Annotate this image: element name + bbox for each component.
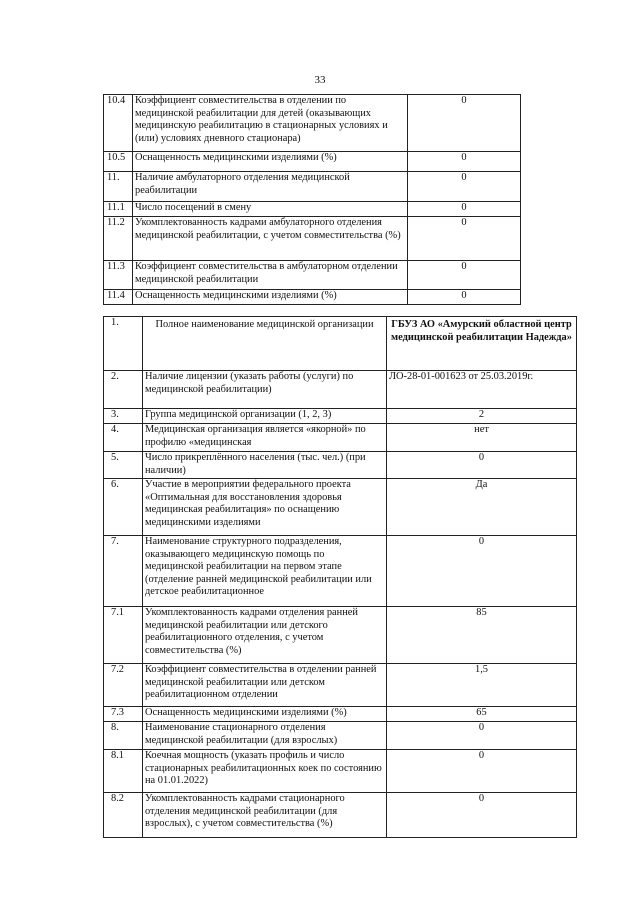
- table-row: [104, 172, 521, 202]
- row-number: 7.3: [104, 707, 143, 722]
- table-row: [104, 707, 577, 722]
- table-row: [104, 479, 577, 536]
- row-name: Коечная мощность (указать профиль и число стационарных реабилитационных коек по состоянию на 01.01.2022): [143, 750, 387, 793]
- row-value: 0: [408, 152, 521, 172]
- table-row: [104, 409, 577, 424]
- row-value: 0: [387, 722, 577, 750]
- row-number: 7.2: [104, 664, 143, 707]
- row-value: нет: [387, 424, 577, 452]
- row-value: 0: [408, 217, 521, 261]
- organization-name-label: Полное наименование медицинской организации: [143, 317, 387, 371]
- table-row: [104, 424, 577, 452]
- row-name: Коэффициент совместительства в амбулаторном отделении медицинской реабилитации: [133, 261, 408, 290]
- organization-name-value: ГБУЗ АО «Амурский областной центр медицинской реабилитации Надежда»: [387, 317, 577, 371]
- row-number: 3.: [104, 409, 143, 424]
- row-name: Коэффициент совместительства в отделении по медицинской реабилитации для детей (оказывающих медицинскую реабилитацию в стационарных условиях и (или) условиях дневного стационара): [133, 95, 408, 152]
- table-row: [104, 261, 521, 290]
- row-value: 0: [387, 536, 577, 607]
- row-value: 0: [387, 750, 577, 793]
- row-value: 0: [408, 95, 521, 152]
- row-name: Наличие лицензии (указать работы (услуги) по медицинской реабилитации): [143, 371, 387, 409]
- row-name: Число прикреплённого населения (тыс. чел.) (при наличии): [143, 452, 387, 479]
- indicators-table-continued: [103, 94, 521, 305]
- table-row: [104, 202, 521, 217]
- row-number: 11.4: [104, 290, 133, 305]
- table-row: [104, 95, 521, 152]
- row-value: 65: [387, 707, 577, 722]
- table-row: [104, 290, 521, 305]
- table-row: [104, 607, 577, 664]
- row-number: 8.1: [104, 750, 143, 793]
- row-name: Наименование стационарного отделения медицинской реабилитации (для взрослых): [143, 722, 387, 750]
- row-name: Участие в мероприятии федерального проекта «Оптимальная для восстановления здоровья медицинская реабилитация» по оснащению медицинскими изделиями: [143, 479, 387, 536]
- row-name: Медицинская организация является «якорной» по профилю «медицинская: [143, 424, 387, 452]
- row-number: 6.: [104, 479, 143, 536]
- row-value: 85: [387, 607, 577, 664]
- table-row: [104, 217, 521, 261]
- table-row: [104, 152, 521, 172]
- table-row: [104, 722, 577, 750]
- row-number: 11.: [104, 172, 133, 202]
- row-name: Группа медицинской организации (1, 2, 3): [143, 409, 387, 424]
- row-number: 10.4: [104, 95, 133, 152]
- row-number: 5.: [104, 452, 143, 479]
- row-value: 0: [387, 452, 577, 479]
- row-number: 7.: [104, 536, 143, 607]
- row-name: Оснащенность медицинскими изделиями (%): [133, 152, 408, 172]
- row-value: 1,5: [387, 664, 577, 707]
- table-row: [104, 452, 577, 479]
- row-number: 8.: [104, 722, 143, 750]
- row-value: 2: [387, 409, 577, 424]
- table-row: [104, 371, 577, 409]
- table-row: [104, 750, 577, 793]
- row-name: Наличие амбулаторного отделения медицинской реабилитации: [133, 172, 408, 202]
- page-number: 33: [314, 74, 326, 86]
- row-name: Укомплектованность кадрами амбулаторного отделения медицинской реабилитации, с учетом совместительства (%): [133, 217, 408, 261]
- row-number: 7.1: [104, 607, 143, 664]
- row-number: 4.: [104, 424, 143, 452]
- row-value: 0: [408, 202, 521, 217]
- row-value: 0: [408, 290, 521, 305]
- row-number: 1.: [104, 317, 143, 371]
- row-name: Наименование структурного подразделения, оказывающего медицинскую помощь по медицинской реабилитации на первом этапе (отделение ранней медицинской реабилитации или детское реабилитационное: [143, 536, 387, 607]
- row-value: 0: [408, 172, 521, 202]
- row-name: Оснащенность медицинскими изделиями (%): [143, 707, 387, 722]
- row-name: Оснащенность медицинскими изделиями (%): [133, 290, 408, 305]
- row-number: 11.1: [104, 202, 133, 217]
- table-row: [104, 664, 577, 707]
- table-header-row: [104, 317, 577, 371]
- row-number: 2.: [104, 371, 143, 409]
- row-value: Да: [387, 479, 577, 536]
- row-value: ЛО-28-01-001623 от 25.03.2019г.: [387, 371, 577, 409]
- row-number: 11.3: [104, 261, 133, 290]
- row-name: Укомплектованность кадрами отделения ранней медицинской реабилитации или детского реабилитационного отделения, с учетом совместительства (%): [143, 607, 387, 664]
- medical-organization-table: [103, 316, 577, 838]
- row-value: 0: [408, 261, 521, 290]
- row-name: Коэффициент совместительства в отделении ранней медицинской реабилитации или детском реабилитационном отделении: [143, 664, 387, 707]
- table-row: [104, 536, 577, 607]
- row-number: 10.5: [104, 152, 133, 172]
- table-row: [104, 793, 577, 838]
- row-number: 11.2: [104, 217, 133, 261]
- row-name: Число посещений в смену: [133, 202, 408, 217]
- row-number: 8.2: [104, 793, 143, 838]
- row-value: 0: [387, 793, 577, 838]
- row-name: Укомплектованность кадрами стационарного отделения медицинской реабилитации (для взрослых), с учетом совместительства (%): [143, 793, 387, 838]
